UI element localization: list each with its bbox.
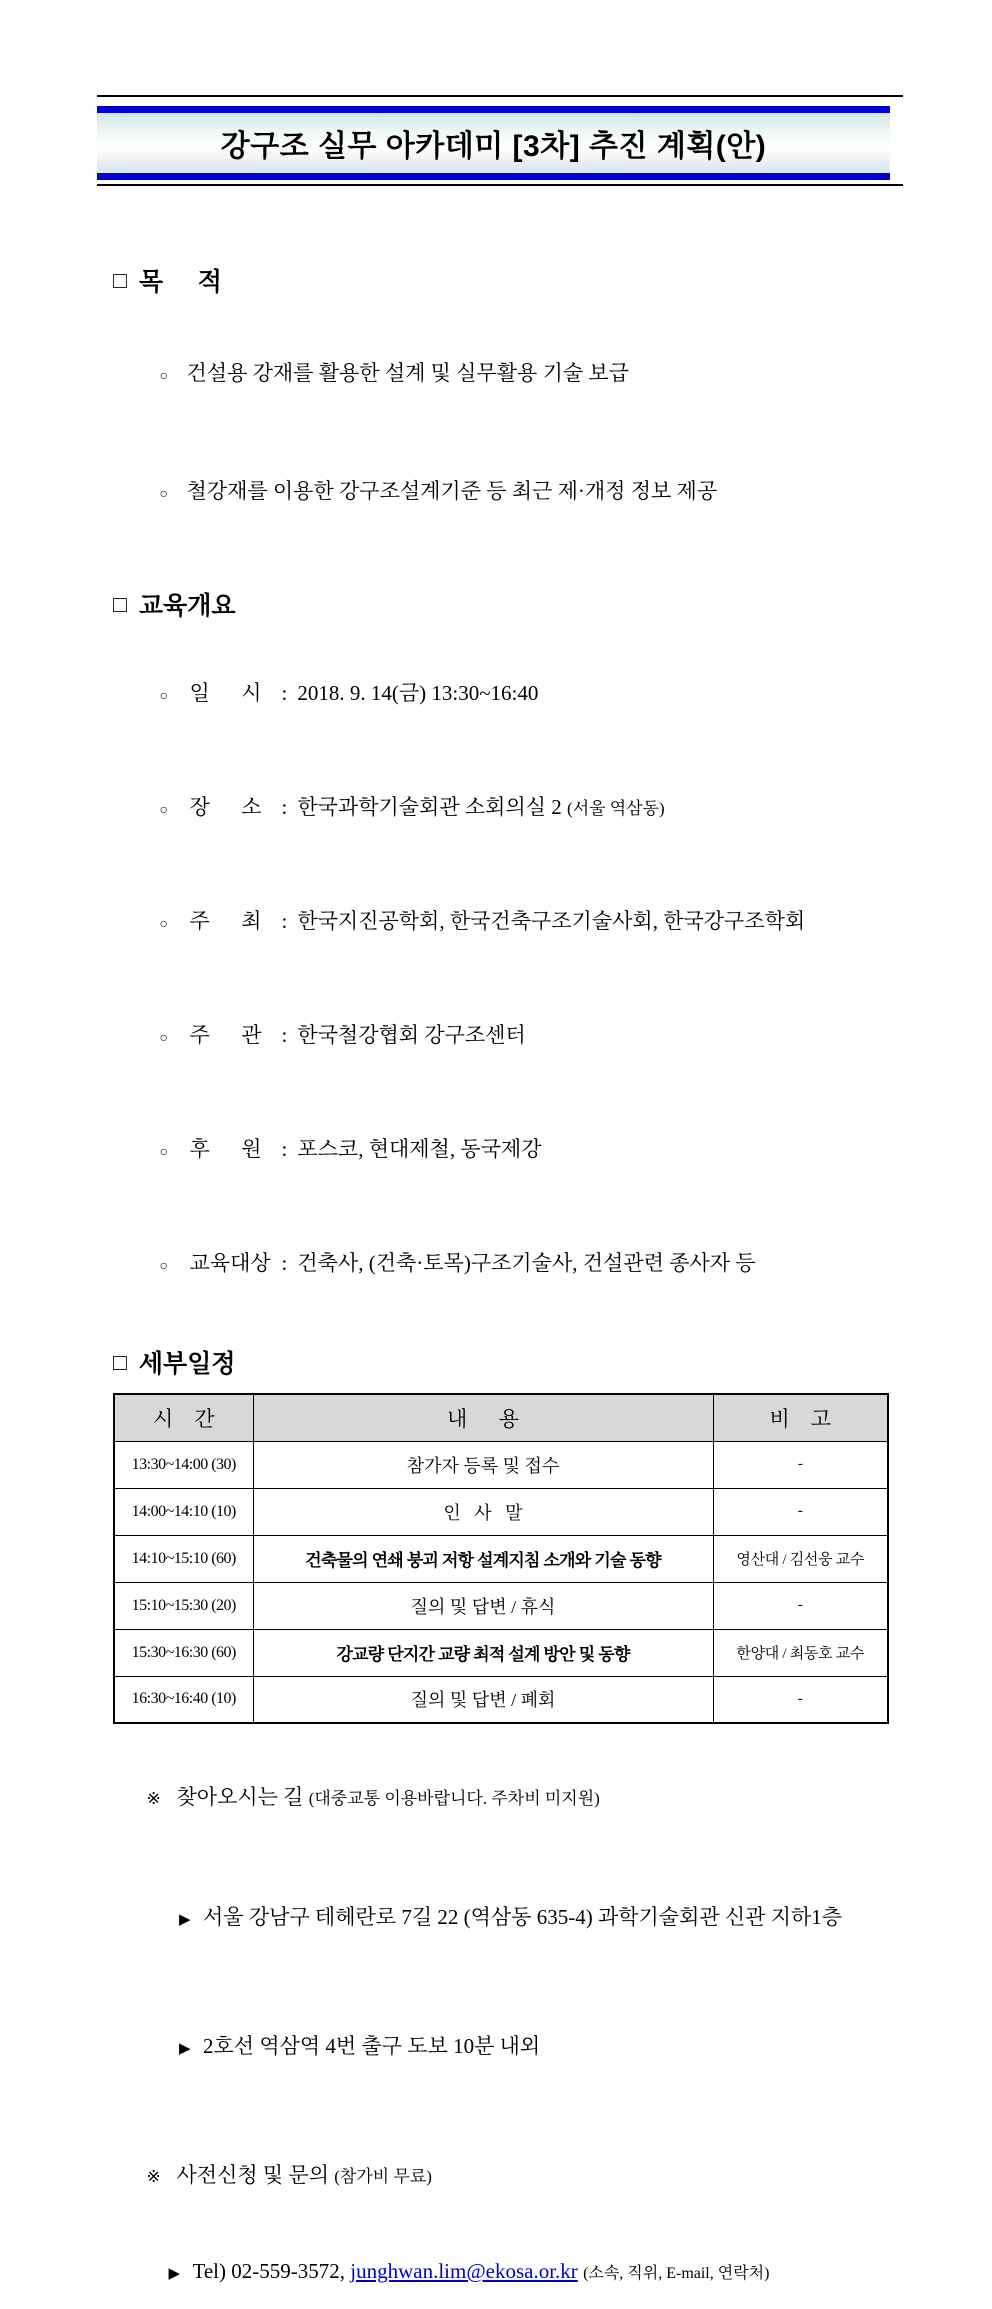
- item-label: 교육대상: [189, 1251, 271, 1275]
- triangle-bullet-icon: ▶: [179, 2041, 191, 2057]
- directions-items: [0, 1854, 992, 2112]
- list-item-host: [0, 866, 992, 980]
- content-cell: 참가자 등록 및 접수: [253, 1441, 713, 1488]
- item-separator: :: [281, 795, 288, 819]
- banner-box: [97, 106, 890, 180]
- list-item-sponsor: [0, 1094, 992, 1208]
- banner-top-rule: [97, 95, 903, 97]
- content-cell: 강교량 단지간 교량 최적 설계 방안 및 동향: [253, 1629, 713, 1676]
- address-text: 서울 강남구 테헤란로 7길 22 (역삼동 635-4) 과학기술회관 신관 지하1층: [203, 1905, 843, 1929]
- circle-bullet-icon: ○: [159, 803, 168, 818]
- registration-title: 사전신청 및 문의: [176, 2163, 330, 2187]
- registration-title-line: [0, 2130, 992, 2222]
- directions-title-note: (대중교통 이용바랍니다. 주차비 미지원): [308, 1789, 600, 1808]
- table-row: [114, 1535, 888, 1582]
- subway-text: 2호선 역삼역 4번 출구 도보 10분 내외: [203, 2034, 541, 2058]
- time-cell: 13:30~14:00 (30): [114, 1441, 253, 1488]
- circle-bullet-icon: ○: [159, 917, 168, 932]
- contact-email-link[interactable]: junghwan.lim@ekosa.or.kr: [350, 2259, 578, 2283]
- circle-bullet-icon: ○: [159, 1259, 168, 1274]
- circle-bullet-icon: ○: [159, 369, 168, 384]
- purpose-bullet-text: 건설용 강재를 활용한 설계 및 실무활용 기술 보급: [186, 361, 629, 385]
- item-separator: :: [281, 909, 288, 933]
- reference-mark-icon: ※: [146, 1789, 161, 1808]
- time-cell: 15:10~15:30 (20): [114, 1582, 253, 1629]
- section-title-overview: 교육개요: [138, 592, 236, 620]
- list-item: [0, 434, 992, 552]
- remark-cell: -: [713, 1582, 888, 1629]
- item-separator: :: [281, 1023, 288, 1047]
- item-label: 후 원: [189, 1137, 262, 1161]
- content-cell: 질의 및 답변 / 폐회: [253, 1676, 713, 1723]
- list-item: [0, 316, 992, 434]
- purpose-list: [0, 316, 992, 552]
- section-title-schedule: 세부일정: [138, 1350, 236, 1378]
- item-value: 포스코, 현대제철, 동국제강: [297, 1137, 542, 1161]
- list-item-venue: [0, 752, 992, 866]
- contact-suffix: (소속, 직위, E-mail, 연락처): [583, 2265, 770, 2282]
- list-item-subway: [0, 1983, 992, 2112]
- section-header-purpose: [113, 262, 992, 298]
- section-header-overview: [113, 586, 992, 622]
- time-cell: 14:00~14:10 (10): [114, 1488, 253, 1535]
- remark-cell: -: [713, 1676, 888, 1723]
- item-label: 장 소: [189, 795, 262, 819]
- registration-title-note: (참가비 무료): [334, 2167, 432, 2186]
- banner-bottom-rule: [97, 184, 903, 186]
- item-label: 일 시: [189, 681, 262, 705]
- time-cell: 16:30~16:40 (10): [114, 1676, 253, 1723]
- remark-cell: 영산대 / 김선웅 교수: [713, 1535, 888, 1582]
- contact-line: [0, 2234, 992, 2309]
- col-header-remark: 비 고: [713, 1394, 888, 1441]
- item-value: 한국지진공학회, 한국건축구조기술사회, 한국강구조학회: [297, 909, 806, 933]
- content-cell: 인 사 말: [253, 1488, 713, 1535]
- content-cell: 건축물의 연쇄 붕괴 저항 설계지침 소개와 기술 동향: [253, 1535, 713, 1582]
- triangle-bullet-icon: ▶: [168, 2266, 181, 2282]
- item-separator: :: [281, 681, 288, 705]
- circle-bullet-icon: ○: [159, 1031, 168, 1046]
- contact-tel: Tel) 02-559-3572,: [192, 2259, 345, 2283]
- title-banner: [97, 95, 903, 186]
- document-page: [0, 95, 992, 2283]
- circle-bullet-icon: ○: [159, 487, 168, 502]
- col-header-time: 시 간: [114, 1394, 253, 1441]
- triangle-bullet-icon: ▶: [179, 1912, 191, 1928]
- reference-mark-icon: ※: [146, 2167, 161, 2186]
- table-row: [114, 1629, 888, 1676]
- item-label: 주 최: [189, 909, 262, 933]
- remark-cell: 한양대 / 최동호 교수: [713, 1629, 888, 1676]
- remark-cell: -: [713, 1488, 888, 1535]
- list-item-organizer: [0, 980, 992, 1094]
- table-header-row: [114, 1394, 888, 1441]
- item-value: 2018. 9. 14(금) 13:30~16:40: [297, 681, 539, 705]
- directions-title: 찾아오시는 길: [176, 1785, 304, 1809]
- directions-title-line: [0, 1752, 992, 1844]
- list-item-address: [0, 1854, 992, 1983]
- page-title: 강구조 실무 아카데미 [3차] 추진 계획(안): [220, 130, 767, 163]
- schedule-table: [113, 1393, 889, 1724]
- remark-cell: -: [713, 1441, 888, 1488]
- table-row: [114, 1488, 888, 1535]
- table-row: [114, 1582, 888, 1629]
- registration-note: [0, 2130, 992, 2309]
- item-value: 한국과학기술회관 소회의실 2: [297, 795, 562, 819]
- item-separator: :: [281, 1251, 288, 1275]
- section-header-schedule: [113, 1344, 992, 1380]
- col-header-content: 내 용: [253, 1394, 713, 1441]
- item-value: 건축사, (건축·토목)구조기술사, 건설관련 종사자 등: [297, 1251, 756, 1275]
- purpose-bullet-text: 철강재를 이용한 강구조설계기준 등 최근 제·개정 정보 제공: [186, 479, 718, 503]
- list-item-datetime: [0, 638, 992, 752]
- time-cell: 15:30~16:30 (60): [114, 1629, 253, 1676]
- circle-bullet-icon: ○: [159, 689, 168, 704]
- section-title-purpose: 목 적: [138, 268, 222, 296]
- table-row: [114, 1676, 888, 1723]
- content-cell: 질의 및 답변 / 휴식: [253, 1582, 713, 1629]
- table-row: [114, 1441, 888, 1488]
- circle-bullet-icon: ○: [159, 1145, 168, 1160]
- item-separator: :: [281, 1137, 288, 1161]
- overview-list: [0, 638, 992, 1322]
- square-bullet-icon: □: [113, 1348, 127, 1375]
- square-bullet-icon: □: [113, 266, 127, 293]
- item-value: 한국철강협회 강구조센터: [297, 1023, 526, 1047]
- time-cell: 14:10~15:10 (60): [114, 1535, 253, 1582]
- item-value-note: (서울 역삼동): [567, 799, 665, 818]
- directions-note: [0, 1752, 992, 2112]
- item-label: 주 관: [189, 1023, 262, 1047]
- list-item-audience: [0, 1208, 992, 1322]
- square-bullet-icon: □: [113, 590, 127, 617]
